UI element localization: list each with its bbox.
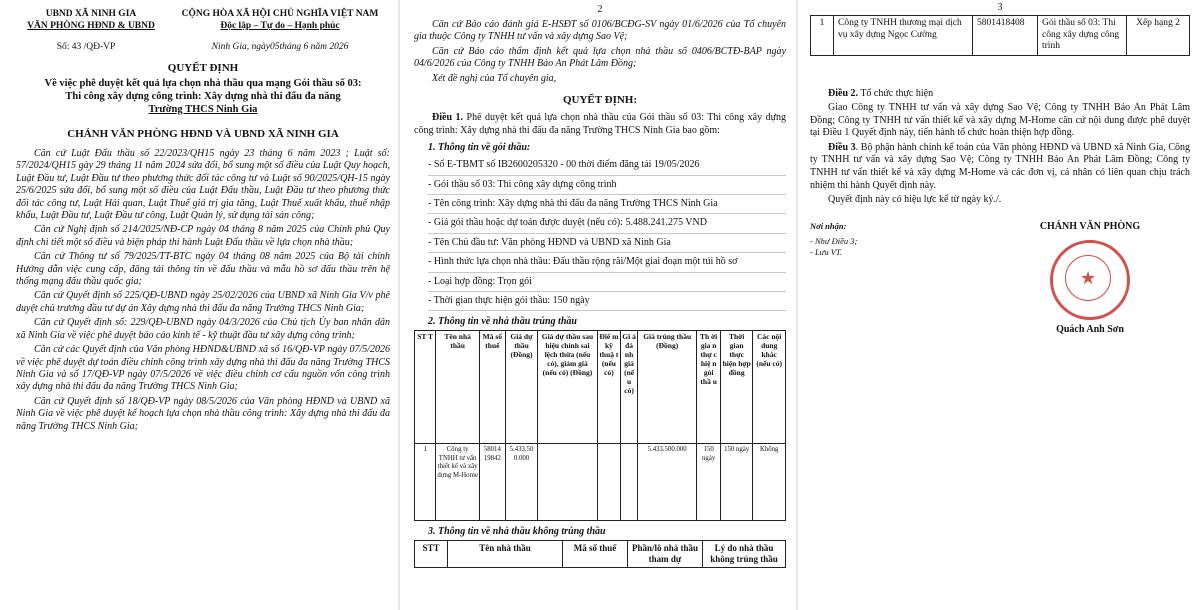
legal-basis: Căn cứ Báo cáo đánh giá E-HSĐT số 0106/BCĐG-SV ngày 01/6/2026 của Tổ chuyên gia thuộc Công ty TNHH tư vấn và xây dựng Sao Vệ; [414, 19, 786, 43]
winning-bidder-table [414, 330, 786, 521]
issuer-line-2: VĂN PHÒNG HĐND & UBND [27, 21, 155, 31]
table-cell [538, 444, 597, 521]
table-header-cell: Lý do nhà thầu không trúng thầu [703, 541, 786, 568]
table-cell: 5.433.500.000 [637, 444, 696, 521]
package-info-item: - Giá gói thầu hoặc dự toán được duyệt (nếu có): 5.488.241.275 VND [428, 214, 786, 233]
package-info-item: - Loại hợp đồng: Trọn gói [428, 273, 786, 292]
section-1-title: 1. Thông tin về gói thầu: [428, 142, 531, 154]
legal-basis: Căn cứ các Quyết định của Văn phòng HĐND&UBND xã số 16/QĐ-VP ngày 07/5/2026 về việc phê duyệt dự toán điều chỉnh công trình xây dựng nhà thi đấu đa năng Trường THCS Ninh Gia và số 17/QĐ-VP ngày 07/5/2026 về việc điều chỉnh cơ cấu nguồn vốn công trình xây dựng nhà thi đấu đa năng Trường THCS Ninh Gia; [16, 344, 390, 393]
article-2-label: Điều 2. [828, 87, 858, 99]
legal-basis: Căn cứ Thông tư số 79/2025/TT-BTC ngày 04 tháng 08 năm 2025 của Bộ tài chính Hướng dẫn việc cung cấp, đăng tải thông tin về đấu thầu và mẫu hồ sơ đấu thầu trên hệ thống mạng đấu thầu quốc gia; [16, 251, 390, 288]
table-header-cell: Các nội dung khác (nếu có) [753, 331, 786, 444]
table-header-cell: Mã số thuế [479, 331, 505, 444]
document-date: Ninh Gia, ngày05tháng 6 năm 2026 [211, 42, 349, 52]
legal-basis: Căn cứ Luật Đấu thầu số 22/2023/QH15 ngày 23 tháng 6 năm 2023 ; Luật số: 57/2024/QH15 gày 29 tháng 11 năm 2024 sửa đổi, bổ sung một số điều của Luật Quy hoạch, Luật Đầu tư, Luật Đầu tư theo phương thức đối tác công tư và Luật số 90/2025/QH-15 ngày 25/6/2025 sửa đổi, bổ sung một số điều của Luật Đấu thầu, Luật Đầu tư theo phương thức đối tác công tư, Luật Hải quan, Luật Thuế giá trị gia tăng, Luật Thuế xuất khẩu, thuế nhập khẩu, Luật Đầu tư, Luật Đầu tư công, Luật Quản lý, sử dụng tài sản công; [16, 148, 390, 222]
recipients-title: Nơi nhận: [810, 220, 847, 231]
article-3-text: . Bộ phận hành chính kế toán của Văn phòng HĐND và UBND xã Ninh Gia, Công ty TNHH tư vấn và xây dựng Sao Vệ; Công ty TNHH Bảo An Phát Lâm Đồng; Công ty TNHH tư vấn thiết kế và xây dựng M-Home và các đơn vị, cá nhân có liên quan chịu trách nhiệm thi hành Quyết định này. [810, 141, 1191, 191]
table-cell: 1 [415, 444, 436, 521]
losing-bidder-table-continued [810, 15, 1190, 56]
package-info-item: - Gói thầu số 03: Thi công xây dựng công trình [428, 176, 786, 195]
table-header-cell: Tên nhà thầu [436, 331, 480, 444]
signature-area [810, 221, 1190, 335]
package-info-item: - Tên Chủ đầu tư: Văn phòng HĐND và UBND xã Ninh Gia [428, 234, 786, 253]
package-info-item: - Số E-TBMT số IB2600205320 - 00 thời điểm đăng tải 19/05/2026 [428, 156, 786, 175]
page-number: 2 [597, 4, 603, 15]
table-cell: 58014 19842 [479, 444, 505, 521]
table-header-cell: Giá dự thầu (Đồng) [505, 331, 538, 444]
document-header [16, 8, 390, 32]
article-1-text: Phê duyệt kết quả lựa chọn nhà thầu của Gói thầu số 03: Thi công xây dựng công trình: Xây dựng nhà thi đấu đa năng Trường THCS Ninh Gia bao gồm: [414, 112, 787, 136]
legal-basis: Căn cứ Báo cáo thẩm định kết quả lựa chọn nhà thầu số 0406/BCTĐ-BAP ngày 04/6/2026 của Công ty TNHH Bảo An Phát Lâm Đồng; [414, 45, 786, 70]
signer-block [990, 221, 1190, 335]
page-3 [798, 0, 1200, 610]
table-cell: 5.433.50 0.000 [505, 444, 538, 521]
table-cell: Công ty TNHH thương mại dịch vụ xây dựng Ngọc Cường [834, 16, 973, 56]
legal-basis: Căn cứ Quyết định số: 229/QĐ-UBND ngày 04/3/2026 của Chủ tịch Ủy ban nhân dân xã Ninh Gia về việc phê duyệt báo cáo kinh tế - kỹ thuật đầu tư xây dựng công trình; [16, 317, 390, 341]
table-header-cell: Mã số thuế [563, 541, 628, 568]
table-cell: Công ty TNHH tư vấn thiết kế và xây dựng M-Home [436, 444, 480, 521]
legal-basis: Căn cứ Quyết định số 225/QĐ-UBND ngày 25/02/2026 của UBND xã Ninh Gia V/v phê duyệt chủ trương đầu tư dự án Xây dựng nhà thi đấu đa năng Trường THCS Ninh Gia; [16, 290, 390, 314]
signer-title: CHÁNH VĂN PHÒNG [1039, 220, 1141, 232]
national-name: CỘNG HÒA XÃ HỘI CHỦ NGHĨA VIỆT NAM [181, 9, 379, 19]
package-info-item: - Thời gian thực hiện gói thầu: 150 ngày [428, 292, 786, 311]
package-info-item: - Tên công trình: Xây dựng nhà thi đấu đa năng Trường THCS Ninh Gia [428, 195, 786, 214]
table-cell: Không [753, 444, 786, 521]
document-number: Số: 43 /QĐ-VP [56, 42, 116, 52]
table-header-cell: Điể m kỹ thuậ t (nếu có) [597, 331, 621, 444]
legal-basis: Căn cứ Nghị định số 214/2025/NĐ-CP ngày 04 tháng 8 năm 2025 của Chính phủ Quy định chi tiết một số điều và biện pháp thi hành Luật Đấu thầu về lựa chọn nhà thầu; [16, 224, 390, 248]
table-header-row [415, 541, 786, 568]
table-row [415, 444, 786, 521]
legal-bases [16, 148, 390, 433]
official-seal [1050, 240, 1130, 320]
section-2-title: 2. Thông tin về nhà thầu trúng thầu [428, 316, 577, 328]
issuer-line-1: UBND XÃ NINH GIA [45, 9, 137, 19]
package-info-item: - Hình thức lựa chọn nhà thầu: Đấu thầu rộng rãi/Một giai đoạn một túi hồ sơ [428, 253, 786, 272]
table-header-cell: Giá dự thầu sau hiệu chỉnh sai lệch thừa (nếu có), giảm giá (nếu có) (Đồng) [538, 331, 597, 444]
subtitle-line-2: Thi công xây dựng công trình: Xây dựng nhà thi đấu đa năng [65, 91, 341, 102]
package-info-list [414, 156, 786, 311]
national-motto-block [170, 8, 390, 32]
article-1-label: Điều 1. [432, 112, 464, 124]
table-header-cell: Th ời gia n thự c hiệ n gói thầ u [697, 331, 721, 444]
issuer-block [16, 8, 166, 32]
table-cell [597, 444, 621, 521]
table-cell: 5801418408 [973, 16, 1038, 56]
table-cell: 1 [811, 16, 834, 56]
expert-proposal: Xét đề nghị của Tổ chuyên gia, [432, 72, 557, 84]
recipient-item: - Lưu VT. [810, 246, 843, 257]
recipient-item: - Như Điều 3; [810, 235, 858, 246]
table-header-cell: STT [415, 541, 448, 568]
table-cell: Xếp hạng 2 [1127, 16, 1190, 56]
article-2-title: Tổ chức thực hiện [858, 87, 934, 99]
page-2 [400, 0, 798, 610]
article-2-text: Giao Công ty TNHH tư vấn và xây dựng Sao Vệ; Công ty TNHH Bảo An Phát Lâm Đồng; Công ty TNHH tư vấn thiết kế và xây dựng M-Home căn cứ nội dung được phê duyệt tại Điều 1 Quyết định này, tiến hành tổ chức hoàn thiện hợp đồng. [810, 102, 1190, 139]
effect-clause: Quyết định này có hiệu lực kể từ ngày ký./. [828, 194, 1002, 206]
page-1 [0, 0, 400, 610]
decision-heading: QUYẾT ĐỊNH: [562, 94, 638, 107]
table-header-cell: Thời gian thực hiện hợp đồng [720, 331, 753, 444]
article-3-label: Điều 3 [828, 141, 856, 153]
table-row [811, 16, 1190, 56]
table-cell: Gói thầu số 03: Thi công xây dựng công trình [1038, 16, 1127, 56]
table-header-cell: ST T [415, 331, 436, 444]
signer-name: Quách Anh Sơn [1056, 323, 1124, 335]
losing-bidder-table [414, 540, 786, 568]
table-cell: 150 ngày [720, 444, 753, 521]
section-3-title: 3. Thông tin về nhà thầu không trúng thầu [428, 526, 606, 538]
article-1 [414, 112, 786, 137]
table-header-cell: Gi á đá nh giá (nế u có) [621, 331, 638, 444]
seal-star-icon: ★ [1080, 267, 1097, 289]
document-title: QUYẾT ĐỊNH [167, 62, 239, 74]
document-meta [16, 42, 390, 52]
subtitle-line-1: Về việc phê duyệt kết quả lựa chọn nhà thầu qua mạng Gói thầu số 03: [44, 78, 362, 89]
table-header-cell: Giá trúng thầu (Đồng) [637, 331, 696, 444]
page-number: 3 [997, 2, 1003, 13]
document-subtitle [16, 77, 390, 116]
table-header-cell: Phần/lô nhà thầu tham dự [628, 541, 703, 568]
article-3 [810, 142, 1190, 192]
subtitle-line-3: Trường THCS Ninh Gia [148, 104, 258, 115]
issuing-authority: CHÁNH VĂN PHÒNG HĐND VÀ UBND XÃ NINH GIA [67, 128, 339, 140]
legal-basis: Căn cứ Quyết định số 18/QĐ-VP ngày 08/5/2026 của Văn phòng HĐND và UBND xã Ninh Gia về việc phê duyệt kế hoạch lựa chọn nhà thầu công trình: Xây dựng nhà thi đấu đa năng Trường THCS Ninh Gia; [16, 395, 390, 432]
table-header-row [415, 331, 786, 444]
table-cell: 150 ngày [697, 444, 721, 521]
article-2-heading [810, 88, 1190, 101]
table-cell [621, 444, 638, 521]
recipients-block [810, 221, 857, 335]
national-motto: Độc lập – Tự do – Hạnh phúc [220, 21, 340, 31]
table-header-cell: Tên nhà thầu [448, 541, 563, 568]
